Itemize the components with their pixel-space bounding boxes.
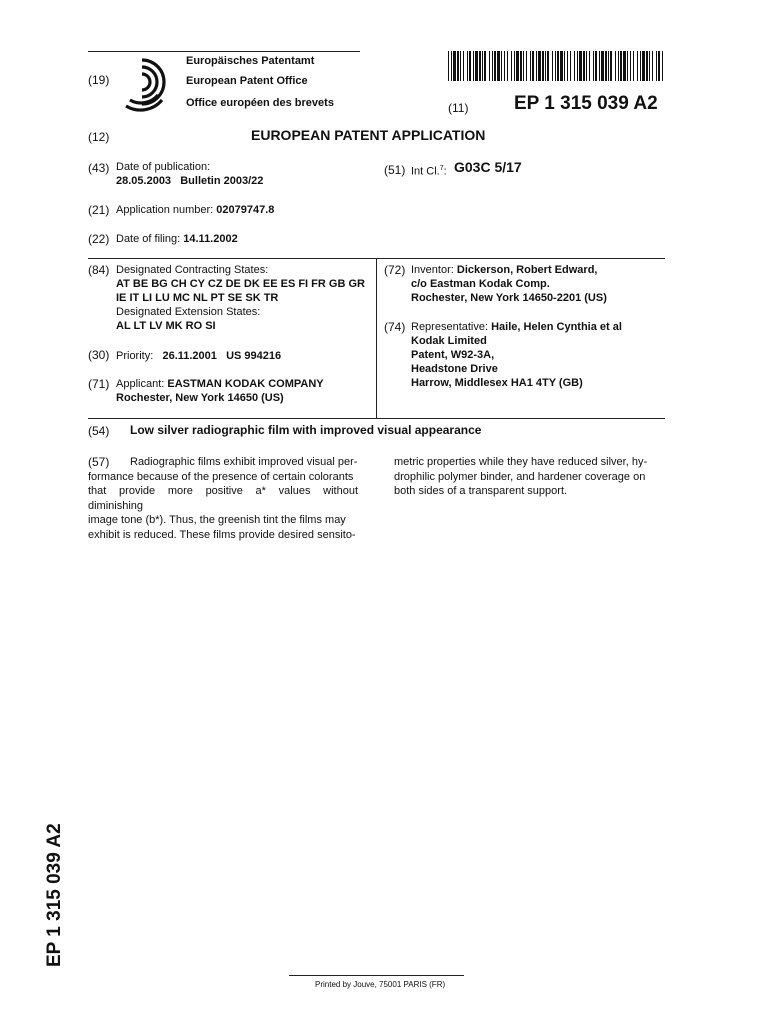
invention-title: Low silver radiographic film with improved visual appearance <box>130 423 482 437</box>
applicant <box>116 377 324 405</box>
priority-label: Priority: <box>116 350 154 362</box>
application-number-label: Application number: <box>116 204 214 216</box>
office-fr: Office européen des brevets <box>186 97 334 109</box>
applicant-name: EASTMAN KODAK COMPANY <box>167 378 324 390</box>
office-de: Europäisches Patentamt <box>186 55 315 67</box>
inventor-label: Inventor: <box>411 264 454 276</box>
code-12: (12) <box>88 130 110 144</box>
representative-line-3: Patent, W92-3A, <box>411 349 495 361</box>
extension-states-label: Designated Extension States: <box>116 306 261 318</box>
abstract-line: both sides of a transparent support. <box>394 485 568 497</box>
inventor-line-3: Rochester, New York 14650-2201 (US) <box>411 292 607 304</box>
epo-logo <box>122 54 174 112</box>
representative-name: Haile, Helen Cynthia et al <box>491 321 622 333</box>
publication-date-label: Date of publication: <box>116 161 211 173</box>
abstract-line: drophilic polymer binder, and hardener coverage on <box>394 470 646 483</box>
abstract-line: metric properties while they have reduced silver, hy- <box>394 456 648 468</box>
representative-line-5: Harrow, Middlesex HA1 4TY (GB) <box>411 377 583 389</box>
box-bottom-rule <box>88 418 665 419</box>
publication-date-value: 28.05.2003 Bulletin 2003/22 <box>116 175 264 187</box>
code-30: (30) <box>88 348 110 362</box>
representative <box>411 320 622 390</box>
application-number-value: 02079747.8 <box>216 204 275 216</box>
office-en: European Patent Office <box>186 75 308 87</box>
code-71: (71) <box>88 377 110 391</box>
int-cl-colon: : <box>443 165 447 178</box>
code-57: (57) <box>88 455 110 469</box>
int-cl-label: Int Cl. <box>411 165 440 178</box>
abstract-right-column <box>394 455 665 499</box>
applicant-address: Rochester, New York 14650 (US) <box>116 392 284 404</box>
designated-states-line-2: IE IT LI LU MC NL PT SE SK TR <box>116 292 279 304</box>
abstract-line: Radiographic films exhibit improved visual per- <box>130 456 358 468</box>
abstract-line: exhibit is reduced. These films provide desired sensito- <box>88 528 356 541</box>
representative-label: Representative: <box>411 321 489 333</box>
int-cl-value: G03C 5/17 <box>454 159 522 175</box>
barcode <box>448 51 664 81</box>
code-21: (21) <box>88 203 110 217</box>
code-19: (19) <box>88 73 110 87</box>
abstract-line: formance because of the presence of certain colorants <box>88 470 354 483</box>
representative-line-4: Headstone Drive <box>411 363 498 375</box>
filing-date-value: 14.11.2002 <box>183 233 238 245</box>
abstract-line: that provide more positive a* values without diminishing <box>88 485 358 512</box>
code-11: (11) <box>448 101 469 115</box>
inventor-name: Dickerson, Robert Edward, <box>456 264 598 276</box>
int-cl-sup: 7 <box>439 165 444 172</box>
filing-date <box>116 232 238 246</box>
code-43: (43) <box>88 161 110 175</box>
applicant-label: Applicant: <box>116 378 165 390</box>
code-22: (22) <box>88 232 110 246</box>
designated-states <box>116 263 365 333</box>
header-rule <box>88 51 360 52</box>
abstract-left-column <box>88 455 358 542</box>
code-51: (51) <box>384 163 406 177</box>
box-divider <box>376 258 377 418</box>
representative-line-2: Kodak Limited <box>411 335 487 347</box>
code-74: (74) <box>384 320 406 334</box>
priority-value: 26.11.2001 US 994216 <box>162 350 282 362</box>
code-54: (54) <box>88 424 110 438</box>
designated-states-label: Designated Contracting States: <box>116 264 269 276</box>
designated-states-line-1: AT BE BG CH CY CZ DE DK EE ES FI FR GB GR <box>116 278 365 290</box>
code-72: (72) <box>384 263 406 277</box>
inventor <box>411 263 607 305</box>
priority <box>116 349 281 363</box>
int-cl <box>411 162 447 179</box>
document-title: EUROPEAN PATENT APPLICATION <box>251 127 486 143</box>
code-84: (84) <box>88 263 110 277</box>
publication-number: EP 1 315 039 A2 <box>514 93 658 114</box>
filing-date-label: Date of filing: <box>116 233 181 245</box>
printer-credit: Printed by Jouve, 75001 PARIS (FR) <box>315 980 446 989</box>
application-number <box>116 203 274 217</box>
side-publication-number: EP 1 315 039 A2 <box>44 823 65 967</box>
inventor-line-2: c/o Eastman Kodak Comp. <box>411 278 550 290</box>
footer-rule <box>289 975 464 976</box>
extension-states: AL LT LV MK RO SI <box>116 320 216 332</box>
abstract-line: image tone (b*). Thus, the greenish tint the films may <box>88 514 346 526</box>
